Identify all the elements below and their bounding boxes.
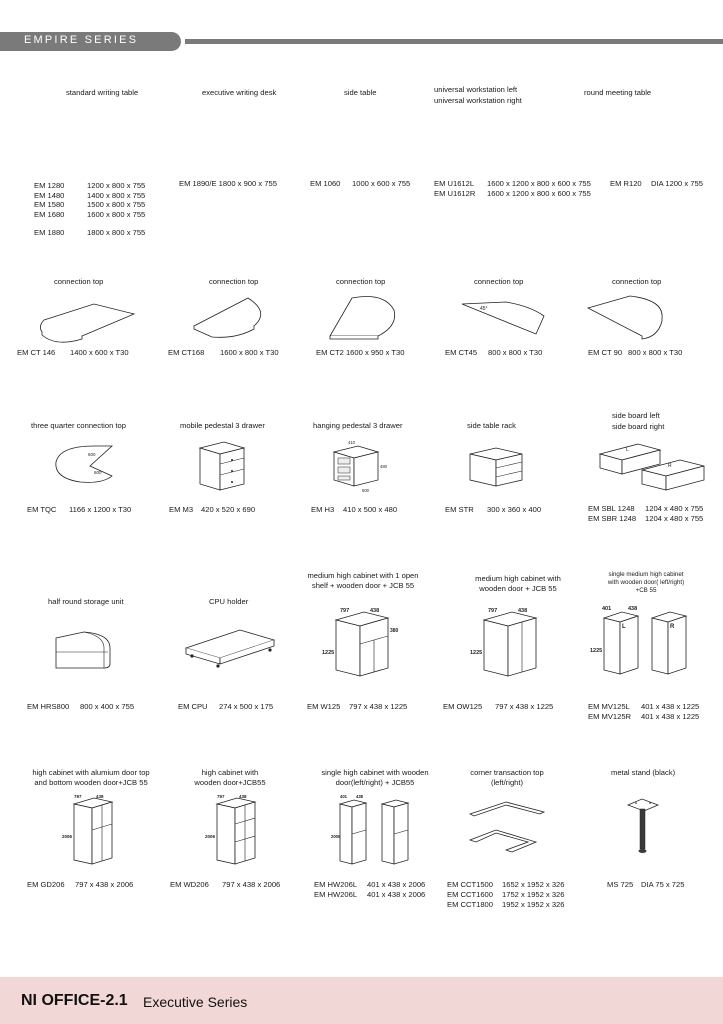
- ct90-code: EM CT 90: [588, 348, 623, 357]
- gd206-d3: 2006: [62, 834, 73, 839]
- sideboard-label-r: R: [668, 463, 672, 469]
- round-table-code: EM R120: [610, 179, 642, 188]
- cct-title: corner transaction top (left/right): [470, 768, 544, 787]
- cpu-drawing: [182, 626, 278, 668]
- wd206-size: 797 x 438 x 2006: [222, 880, 281, 889]
- mv125-title: single medium high cabinet with wooden door( left/right) +CB 55: [607, 571, 685, 594]
- sideboard-label-l: L: [626, 447, 629, 453]
- tqc-dim-a: 600: [88, 452, 96, 457]
- w125-d4: 380: [390, 628, 399, 634]
- executive-title: executive writing desk: [202, 88, 277, 97]
- wd206-d2: 438: [239, 794, 247, 799]
- w125-d2: 438: [370, 608, 380, 614]
- mv125-sizes: 401 x 438 x 1225 401 x 438 x 1225: [641, 702, 700, 721]
- hw206-sizes: 401 x 438 x 2006 401 x 438 x 2006: [367, 880, 426, 899]
- header-rule: [185, 39, 723, 44]
- ow125-drawing: [466, 606, 546, 682]
- ow125-d2: 438: [518, 608, 528, 614]
- sideboard-codes: EM SBL 1248 EM SBR 1248: [588, 504, 637, 523]
- h3-dim-w: 410: [348, 440, 355, 445]
- w125-d3: 1225: [322, 650, 335, 656]
- universal-title: universal workstation left universal workstation right: [434, 85, 522, 105]
- universal-sizes: 1600 x 1200 x 800 x 600 x 755 1600 x 1200 x 800 x 600 x 755: [487, 179, 591, 198]
- ow125-d1: 797: [488, 608, 498, 614]
- tqc-code: EM TQC: [27, 505, 57, 514]
- series-title: EMPIRE SERIES: [24, 34, 139, 46]
- mv125-label-r: R: [670, 624, 675, 630]
- str-size: 300 x 360 x 400: [487, 505, 542, 514]
- universal-codes: EM U1612L EM U1612R: [434, 179, 476, 198]
- ct168-code: EM CT168: [168, 348, 205, 357]
- tqc-drawing: [50, 440, 120, 486]
- cct-codes: EM CCT1500 EM CCT1600 EM CCT1800: [447, 880, 494, 909]
- sideboard-sizes: 1204 x 480 x 755 1204 x 480 x 755: [645, 504, 704, 523]
- m3-code: EM M3: [169, 505, 194, 514]
- footer-subtitle: Executive Series: [143, 994, 248, 1010]
- executive-spec: EM 1890/E 1800 x 900 x 755: [179, 179, 277, 188]
- w125-d1: 797: [340, 608, 350, 614]
- ct90-title: connection top: [612, 277, 662, 286]
- ct168-title: connection top: [209, 277, 259, 286]
- hrs-title: half round storage unit: [48, 597, 124, 606]
- standard-size-5: 1800 x 800 x 755: [87, 228, 146, 237]
- ct146-code: EM CT 146: [17, 348, 56, 357]
- w125-drawing: [318, 606, 398, 682]
- hrs-code: EM HRS800: [27, 702, 70, 711]
- hw206-codes: EM HW206L EM HW206L: [314, 880, 358, 899]
- h3-drawing: [328, 440, 388, 496]
- cct-drawing: [466, 800, 546, 856]
- wd206-d1: 797: [217, 794, 225, 799]
- ct45-drawing: [460, 300, 550, 340]
- h3-dim-d: 500: [362, 488, 369, 493]
- mv125-codes: EM MV125L EM MV125R: [588, 702, 632, 721]
- ow125-d3: 1225: [470, 650, 483, 656]
- h3-title: hanging pedestal 3 drawer: [313, 421, 403, 430]
- tqc-size: 1166 x 1200 x T30: [69, 505, 132, 514]
- hw206-d2: 438: [356, 794, 363, 799]
- m3-drawing: [198, 440, 248, 494]
- standard-code-5: EM 1880: [34, 228, 65, 237]
- round-table-size: DIA 1200 x 755: [651, 179, 703, 188]
- side-table-code: EM 1060: [310, 179, 341, 188]
- tqc-dim-b: 600: [94, 470, 102, 475]
- cpu-title: CPU holder: [209, 597, 249, 606]
- h3-code: EM H3: [311, 505, 335, 514]
- ct45-title: connection top: [474, 277, 524, 286]
- ct2-title: connection top: [336, 277, 386, 286]
- gd206-drawing: [60, 794, 120, 868]
- gd206-d1: 797: [74, 794, 82, 799]
- ct146-drawing: [36, 300, 136, 342]
- ow125-title: medium high cabinet with wooden door + JCB 55: [475, 574, 561, 593]
- m3-size: 420 x 520 x 690: [201, 505, 256, 514]
- cct-sizes: 1652 x 1952 x 326 1752 x 1952 x 326 1952 x 1952 x 326: [502, 880, 565, 909]
- ow125-code: EM OW125: [443, 702, 483, 711]
- hw206-d3: 2006: [331, 834, 341, 839]
- gd206-size: 797 x 438 x 2006: [75, 880, 134, 889]
- mv125-d2: 438: [628, 606, 638, 612]
- footer-brand: NI OFFICE-2.1: [21, 992, 128, 1009]
- cpu-size: 274 x 500 x 175: [219, 702, 274, 711]
- mv125-label-l: L: [622, 624, 626, 630]
- hrs-size: 800 x 400 x 755: [80, 702, 135, 711]
- side-table-size: 1000 x 600 x 755: [352, 179, 411, 188]
- w125-title: medium high cabinet with 1 open shelf + wooden door + JCB 55: [307, 571, 419, 590]
- w125-size: 797 x 438 x 1225: [349, 702, 408, 711]
- hw206-drawing: [330, 794, 420, 868]
- gd206-code: EM GD206: [27, 880, 65, 889]
- ct146-size: 1400 x 600 x T30: [70, 348, 129, 357]
- ct45-code: EM CT45: [445, 348, 478, 357]
- standard-sizes: 1200 x 800 x 755 1400 x 800 x 755 1500 x 800 x 755 1600 x 800 x 755: [87, 181, 146, 219]
- h3-dim-h: 480: [380, 464, 387, 469]
- str-drawing: [468, 446, 524, 488]
- wd206-title: high cabinet with wooden door+JCB55: [194, 768, 266, 787]
- ct45-size: 800 x 800 x T30: [488, 348, 543, 357]
- ct90-drawing: [586, 294, 666, 340]
- h3-size: 410 x 500 x 480: [343, 505, 398, 514]
- hrs-drawing: [54, 628, 114, 670]
- mv125-d3: 1225: [590, 648, 603, 654]
- hw206-d1: 401: [340, 794, 347, 799]
- cpu-code: EM CPU: [178, 702, 208, 711]
- ct168-drawing: [190, 296, 270, 340]
- mv125-drawing: [588, 604, 710, 684]
- mv125-d1: 401: [602, 606, 612, 612]
- w125-code: EM W125: [307, 702, 341, 711]
- gd206-title: high cabinet with alumium door top and bottom wooden door+JCB 55: [32, 768, 150, 787]
- ow125-size: 797 x 438 x 1225: [495, 702, 554, 711]
- ct2-spec: EM CT2 1600 x 950 x T30: [316, 348, 405, 357]
- wd206-d3: 2006: [205, 834, 216, 839]
- gd206-d2: 438: [96, 794, 104, 799]
- sideboard-title: side board left side board right: [612, 411, 665, 431]
- ms725-size: DIA 75 x 725: [641, 880, 685, 889]
- ct45-angle: 45°: [480, 306, 488, 312]
- round-table-title: round meeting table: [584, 88, 652, 97]
- sideboard-drawing: [598, 440, 708, 492]
- ms725-code: MS 725: [607, 880, 634, 889]
- ct2-drawing: [328, 292, 398, 342]
- str-title: side table rack: [467, 421, 516, 430]
- standard-title: standard writing table: [66, 88, 139, 97]
- wd206-code: EM WD206: [170, 880, 209, 889]
- hw206-title: single high cabinet with wooden door(left/right) + JCB55: [321, 768, 429, 787]
- wd206-drawing: [203, 794, 263, 868]
- tqc-title: three quarter connection top: [31, 421, 126, 430]
- standard-codes: EM 1280 EM 1480 EM 1580 EM 1680: [34, 181, 65, 219]
- ct90-size: 800 x 800 x T30: [628, 348, 683, 357]
- m3-title: mobile pedestal 3 drawer: [180, 421, 265, 430]
- ms725-drawing: [624, 797, 664, 859]
- ct168-size: 1600 x 800 x T30: [220, 348, 279, 357]
- ms725-title: metal stand (black): [611, 768, 676, 777]
- ct146-title: connection top: [54, 277, 104, 286]
- str-code: EM STR: [445, 505, 474, 514]
- side-table-title: side table: [344, 88, 377, 97]
